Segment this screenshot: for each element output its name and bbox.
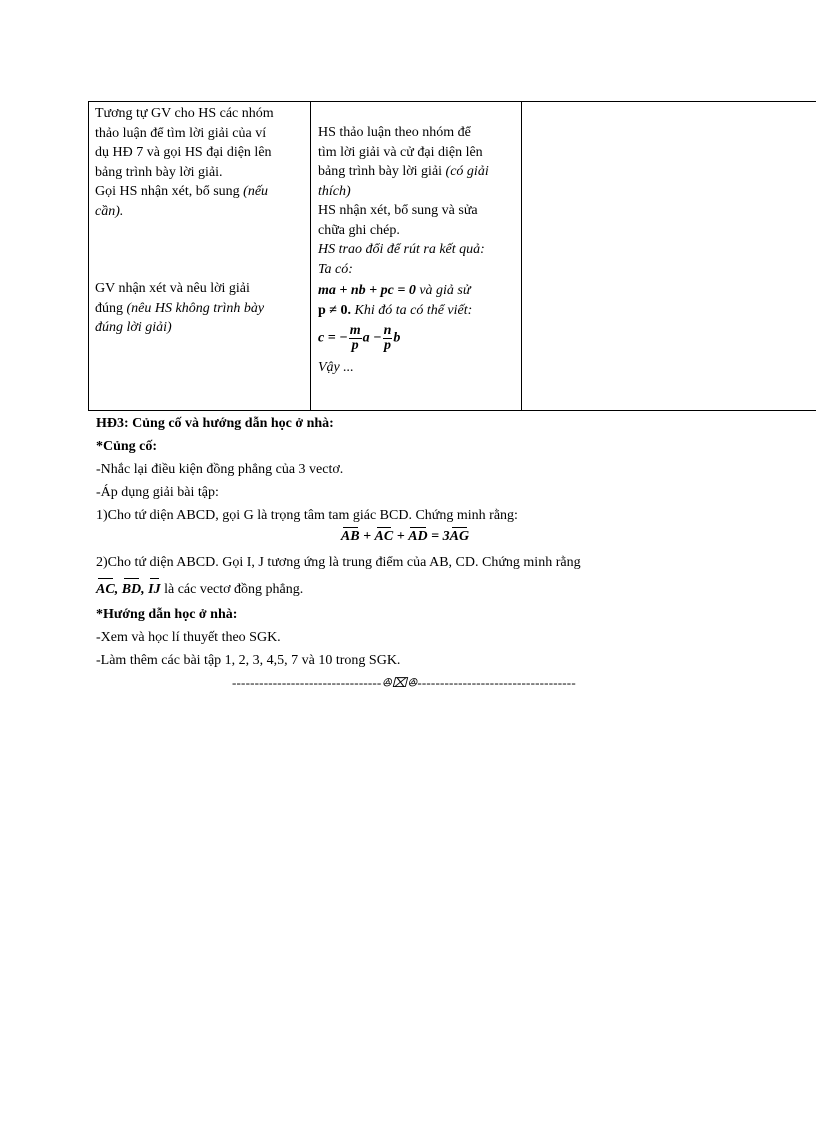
student-italic-line: Ta có: (318, 261, 353, 277)
teacher-line: dụ HĐ 7 và gọi HS đại diện lên (95, 145, 272, 160)
equation-line-3 (318, 324, 518, 354)
student-line: chữa ghi chép. (318, 222, 400, 238)
student-activity-cell (318, 123, 518, 378)
student-italic-line: HS trao đổi để rút ra kết quả: (318, 242, 485, 257)
teacher-text: Gọi HS nhận xét, bổ sung (95, 184, 240, 199)
teacher-line: Tương tự GV cho HS các nhóm (95, 106, 274, 121)
table-bottom-border (88, 410, 816, 411)
lesson-table (88, 101, 816, 411)
vector-ab: AB (340, 529, 360, 544)
exercise-1: 1)Cho tứ diện ABCD, gọi G là trọng tâm tam giác BCD. Chứng minh rằng: (96, 508, 518, 523)
table-left-border (88, 101, 89, 411)
eq-a: a − (362, 330, 382, 346)
student-italic: (có giải (445, 164, 489, 179)
end-separator (232, 675, 576, 691)
exercise-2-tail: là các vectơ đồng phẳng. (164, 582, 304, 597)
teacher-italic: (nếu (243, 184, 269, 199)
separator-right: ----------------------------------- (417, 675, 576, 690)
exercise-1-formula (0, 529, 813, 545)
section-heading: HĐ3: Củng cố và hướng dẫn học ở nhà: (96, 416, 334, 431)
list-item: -Xem và học lí thuyết theo SGK. (96, 630, 281, 645)
list-item: -Làm thêm các bài tập 1, 2, 3, 4,5, 7 và 10 trong SGK. (96, 653, 401, 668)
fraction-n-p (383, 324, 393, 353)
ornament-icon: ꔮ⌧ꔮ (381, 675, 418, 690)
student-line: HS nhận xét, bổ sung và sửa (318, 203, 478, 218)
teacher-line (95, 299, 307, 319)
teacher-italic-line: cần). (95, 203, 124, 219)
numerator: m (349, 323, 361, 338)
table-divider-2 (521, 101, 522, 411)
teacher-line: GV nhận xét và nêu lời giải (95, 281, 250, 296)
fraction-m-p (349, 324, 362, 353)
student-italic-line: thích) (318, 183, 351, 199)
table-divider-1 (310, 101, 311, 411)
exercise-2-vectors (96, 580, 303, 600)
student-text: bảng trình bày lời giải (318, 164, 443, 179)
denominator: p (383, 338, 391, 353)
teacher-line: bảng trình bày lời giải. (95, 164, 223, 180)
exercise-2: 2)Cho tứ diện ABCD. Gọi I, J tương ứng là trung điểm của AB, CD. Chứng minh rằng (96, 555, 581, 570)
teacher-activity-cell (95, 104, 307, 338)
student-italic-line: Vậy ... (318, 360, 354, 375)
vector-ag: AG (449, 529, 470, 544)
student-line: tìm lời giải và cử đại diện lên (318, 144, 483, 160)
comma: , (114, 582, 122, 597)
separator-left: --------------------------------- (232, 675, 382, 690)
teacher-text: đúng (95, 300, 123, 316)
list-item: -Nhắc lại điều kiện đồng phẳng của 3 vectơ. (96, 462, 344, 477)
teacher-line: thảo luận để tìm lời giải của ví (95, 125, 267, 141)
table-top-border (88, 101, 816, 102)
vector-ij: IJ (148, 580, 160, 600)
student-italic: và giả sử (419, 283, 471, 298)
condition-text: p ≠ 0. (318, 302, 351, 318)
eq-lhs: c = − (318, 330, 348, 346)
equation-line-2 (318, 301, 518, 321)
numerator: n (383, 323, 392, 338)
subsection-cungco: *Củng cố: (96, 439, 158, 454)
operator: + (359, 529, 375, 544)
teacher-italic: (nêu HS không trình bày (126, 300, 265, 316)
vector-ac: AC (96, 580, 115, 600)
eq-b: b (393, 330, 401, 346)
vector-ac: AC (374, 529, 394, 544)
denominator: p (351, 338, 359, 353)
operator: + (393, 529, 409, 544)
subsection-huongdan: *Hướng dẫn học ở nhà: (96, 607, 238, 622)
vector-ad: AD (408, 529, 428, 544)
student-line (318, 162, 518, 182)
teacher-line (95, 182, 307, 202)
list-item: -Áp dụng giải bài tập: (96, 485, 219, 500)
equation-line-1 (318, 281, 518, 301)
student-line: HS thảo luận theo nhóm để (318, 125, 471, 140)
vector-equation: ma + nb + pc = 0 (318, 283, 416, 298)
teacher-italic-line: đúng lời giải) (95, 320, 172, 335)
operator: = 3 (427, 529, 450, 544)
vector-bd: BD (122, 580, 141, 600)
comma: , (141, 582, 149, 597)
spacer (95, 221, 307, 279)
student-italic: Khi đó ta có thể viết: (354, 302, 473, 318)
